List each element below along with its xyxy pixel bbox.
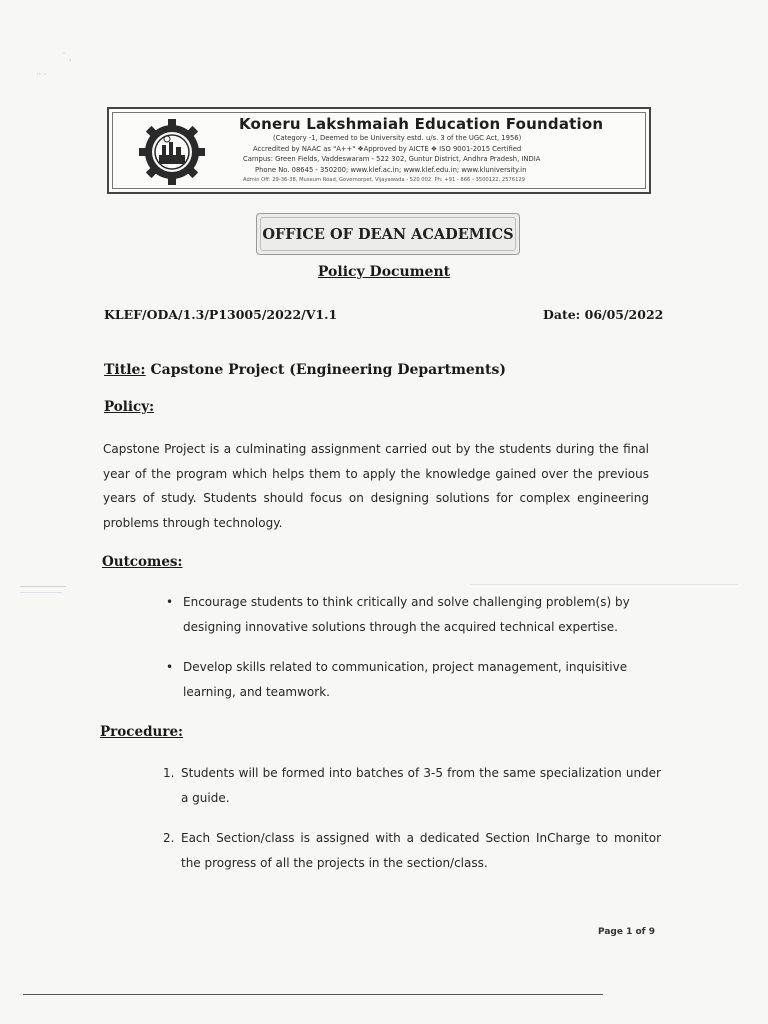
campus-address: Campus: Green Fields, Vaddeswaram - 522 302, Guntur District, Andhra Pradesh, INDIA [243,155,541,163]
gear-emblem-logo-icon [137,117,207,187]
accreditation-line: Accredited by NAAC as "A++" ❖Approved by AICTE ❖ ISO 9001-2015 Certified [253,144,522,153]
scan-artifact-line [20,592,62,593]
document-title [104,362,506,378]
procedure-heading: Procedure: [100,724,184,740]
procedure-list [161,761,661,875]
scan-artifact: ˙ ˎ [62,52,73,61]
policy-paragraph: Capstone Project is a culminating assignment carried out by the students during the final year of the program which helps them to apply the knowledge gained over the previous years of study. Students should focus on designing solutions for complex engineering problems through technology. [103,442,649,530]
outcomes-heading: Outcomes: [102,554,183,570]
organization-category: (Category -1, Deemed to be University estd. u/s. 3 of the UGC Act, 1956) [273,134,522,142]
title-label: Title: [104,362,146,378]
office-title: OFFICE OF DEAN ACADEMICS [262,225,514,243]
letterhead [107,107,651,194]
list-item: 2. Each Section/class is assigned with a dedicated Section InCharge to monitor the progress of all the projects in the section/class. [163,831,661,870]
scan-artifact-line [20,586,66,587]
title-text: Capstone Project (Engineering Departments) [150,362,506,378]
outcomes-list [163,590,663,704]
admin-office-address: Admin Off: 29-36-38, Museum Road, Governorpet, Vijayawada - 520 002. Ph: +91 - 866 - 3500122, 2576129 [243,177,526,183]
document-date: Date: 06/05/2022 [543,307,664,322]
document-type: Policy Document [317,264,451,280]
letterhead-text [239,115,634,186]
list-item: 1. Students will be formed into batches of 3-5 from the same specialization under a guide. [163,766,661,805]
page-number: Page 1 of 9 [598,927,655,937]
reference-number: KLEF/ODA/1.3/P13005/2022/V1.1 [104,307,338,322]
list-item: • Develop skills related to communication, project management, inquisitive learning, and teamwork. [163,655,663,704]
organization-name: Koneru Lakshmaiah Education Foundation [239,115,604,133]
scan-artifact-line [470,584,738,585]
footer-rule [23,994,603,995]
list-item: • Encourage students to think critically and solve challenging problem(s) by designing innovative solutions through the acquired technical expertise. [163,590,663,639]
phone-and-websites: Phone No. 08645 - 350200; www.klef.ac.in; www.klef.edu.in; www.kluniversity.in [255,165,527,174]
office-title-box [256,213,520,255]
policy-heading: Policy: [104,399,155,415]
scan-artifact: ·· · [36,70,47,79]
